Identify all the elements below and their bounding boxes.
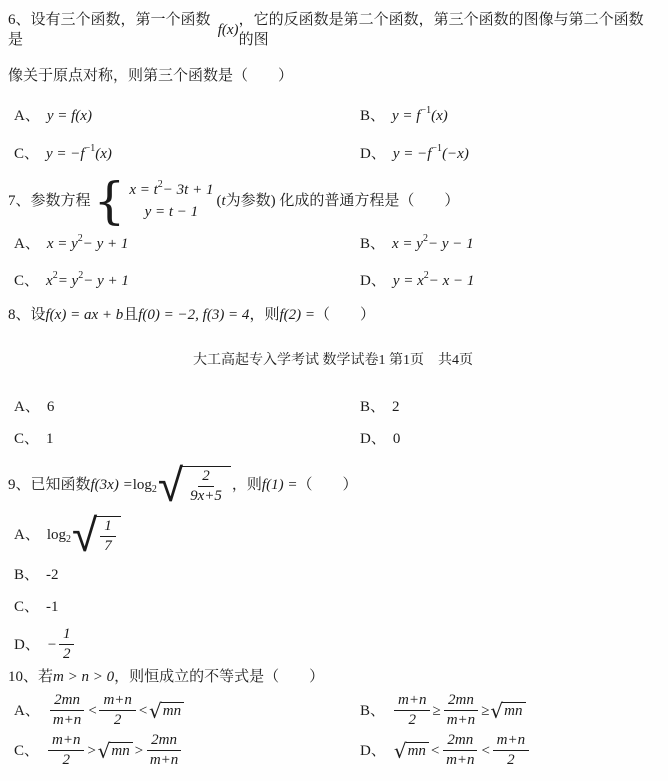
- math-run: <: [137, 702, 149, 719]
- math-sqrt: [72, 508, 121, 562]
- option-7c: [14, 271, 360, 291]
- option-label: D、: [14, 636, 40, 653]
- radicand: [161, 702, 184, 720]
- option-value: 1: [46, 431, 54, 447]
- option-6a: [14, 106, 360, 126]
- text-run: log: [132, 477, 152, 493]
- question-6-stem-line-2: 像关于原点对称，则第三个函数是（ ）: [8, 68, 294, 84]
- text-run: (: [216, 193, 222, 209]
- text-run: 且: [123, 307, 139, 323]
- text-run: 10、若: [8, 669, 54, 685]
- text-run: ，则: [231, 477, 262, 493]
- math-sub: 2: [66, 534, 72, 545]
- math-run: f(x) = ax + b: [45, 307, 124, 323]
- option-formula: [46, 508, 122, 562]
- math-run: f(0) = −2, f(3) = 4: [138, 307, 250, 323]
- math-run: y = f: [392, 108, 421, 124]
- math-run: <: [480, 742, 491, 759]
- math-sup: 2: [422, 233, 428, 244]
- option-value: 0: [392, 431, 401, 447]
- fraction-denominator: 2: [408, 712, 416, 728]
- option-label: D、: [360, 146, 386, 162]
- question-6-options-row-1: [14, 106, 658, 126]
- math-run: mn: [111, 742, 130, 759]
- fraction-numerator: m+n: [48, 732, 84, 751]
- fraction-numerator: m+n: [394, 692, 430, 711]
- fraction-numerator: 1: [100, 518, 116, 537]
- option-formula: [47, 626, 77, 663]
- math-run: − 3t + 1: [162, 182, 214, 198]
- option-label: B、: [14, 567, 40, 583]
- math-sqrt: [157, 458, 231, 512]
- option-label: C、: [14, 146, 40, 162]
- text-run: 6、设有三个函数，第一个函数是: [8, 12, 211, 48]
- option-label: A、: [14, 399, 40, 415]
- option-label: D、: [360, 431, 386, 447]
- text-run: 9、已知函数: [8, 477, 91, 493]
- option-formula: [47, 234, 129, 254]
- math-sup: 2: [78, 270, 84, 281]
- option-label: D、: [360, 273, 386, 289]
- question-10: [8, 667, 658, 769]
- page-footer: 大工高起专入学考试 数学试卷1 第1页 共4页: [193, 353, 473, 368]
- radicand: [406, 742, 429, 760]
- math-sqrt: [149, 698, 184, 723]
- math-sqrt: [393, 738, 429, 763]
- fraction-numerator: 1: [59, 626, 75, 645]
- cases-line-1: [129, 179, 213, 201]
- math-run: ≥: [481, 702, 490, 719]
- question-6-stem-line-1: [8, 10, 658, 50]
- radicand: [96, 516, 121, 555]
- math-run: x = y: [392, 236, 423, 252]
- math-run: y = t − 1: [144, 204, 199, 220]
- option-10d: [360, 732, 658, 769]
- radical-sign-icon: √: [393, 738, 407, 763]
- math-sup: 2: [77, 233, 83, 244]
- math-run: x = y: [46, 236, 78, 252]
- text-run: ，则: [249, 307, 280, 323]
- math-run: y = −f: [46, 146, 85, 162]
- fraction-numerator: m+n: [493, 732, 529, 751]
- fraction-denominator: m+n: [446, 752, 475, 768]
- option-7d: [360, 271, 658, 291]
- option-label: A、: [14, 236, 40, 252]
- math-fraction: [186, 468, 226, 505]
- fraction-numerator: 2: [198, 468, 214, 487]
- option-8a: [14, 397, 360, 417]
- math-sqrt: [490, 698, 525, 723]
- math-sup: −1: [431, 143, 443, 154]
- option-formula: [46, 271, 129, 291]
- text-run: 7、参数方程: [8, 193, 91, 209]
- option-7b: [360, 234, 658, 254]
- math-run: m > n > 0: [53, 669, 115, 685]
- question-10-options-row-1: [14, 692, 658, 729]
- math-run: = y: [57, 273, 79, 289]
- cases-line-2: [145, 201, 199, 223]
- option-label: B、: [360, 399, 386, 415]
- radical-sign-icon: √: [72, 508, 98, 562]
- math-run: y = x: [392, 273, 424, 289]
- text-run: 8、设: [8, 307, 46, 323]
- question-7-options-row-1: [14, 234, 658, 254]
- option-formula: [46, 144, 112, 164]
- option-9d: [14, 626, 658, 663]
- text-run: log: [46, 527, 67, 543]
- math-run: >: [86, 742, 97, 759]
- math-run: (x): [431, 108, 448, 124]
- radical-sign-icon: √: [490, 698, 504, 723]
- math-fraction: [146, 732, 182, 769]
- math-fraction: [99, 692, 135, 729]
- math-run: x: [46, 273, 53, 289]
- radical-sign-icon: √: [149, 698, 162, 723]
- math-sup: 2: [423, 270, 429, 281]
- option-formula: [393, 271, 475, 291]
- question-8-options-row-2: [14, 429, 658, 449]
- radicand: [502, 702, 525, 720]
- radical-sign-icon: √: [97, 738, 111, 763]
- option-label: C、: [14, 273, 40, 289]
- math-fraction: [48, 732, 84, 769]
- math-run: − y + 1: [82, 236, 129, 252]
- option-formula: [392, 106, 448, 126]
- question-7: [8, 172, 658, 291]
- option-6d: [360, 144, 658, 164]
- math-run: f(x): [217, 22, 239, 38]
- left-brace-icon: {: [93, 172, 126, 230]
- option-label: C、: [14, 742, 40, 759]
- math-run: mn: [407, 742, 426, 759]
- question-7-stem: [8, 172, 658, 230]
- math-run: −: [46, 636, 57, 653]
- fraction-denominator: 2: [62, 646, 71, 662]
- math-fraction: [442, 732, 478, 769]
- option-formula: [392, 692, 527, 729]
- math-run: mn: [162, 702, 182, 719]
- cases-lines: [129, 179, 213, 223]
- option-formula: [46, 732, 184, 769]
- option-label: D、: [360, 742, 386, 759]
- option-label: B、: [360, 236, 386, 252]
- option-8d: [360, 429, 658, 449]
- radicand: [109, 742, 132, 760]
- math-run: − y − 1: [427, 236, 474, 252]
- math-run: − x − 1: [428, 273, 475, 289]
- text-run: 为参数) 化成的普通方程是（ ）: [225, 193, 460, 209]
- fraction-denominator: 9x+5: [190, 487, 222, 504]
- option-label: C、: [14, 599, 40, 615]
- math-run: f(1) =: [261, 477, 298, 493]
- option-label: B、: [360, 702, 386, 719]
- option-value: 6: [46, 399, 55, 415]
- question-9: [8, 458, 658, 663]
- math-fraction: [49, 692, 85, 729]
- option-9b: [14, 565, 658, 585]
- math-sub: 2: [151, 484, 157, 495]
- option-9a: [14, 508, 658, 562]
- question-7-options-row-2: [14, 271, 658, 291]
- math-run: y = −f: [392, 146, 432, 162]
- math-run: − y + 1: [83, 273, 129, 289]
- math-run: <: [429, 742, 441, 759]
- math-run: f(3x) =: [90, 477, 133, 493]
- fraction-denominator: m+n: [446, 712, 476, 728]
- fraction-denominator: 2: [62, 752, 70, 768]
- text-run: （ ）: [297, 477, 358, 493]
- fraction-numerator: m+n: [99, 692, 135, 711]
- math-sup: 2: [52, 270, 58, 281]
- fraction-denominator: m+n: [149, 752, 179, 768]
- math-run: ≥: [432, 702, 441, 719]
- option-label: B、: [360, 108, 386, 124]
- math-run: (x): [95, 146, 112, 162]
- math-sqrt: [97, 738, 133, 763]
- radicand: [182, 466, 231, 505]
- math-sup: −1: [420, 105, 432, 116]
- option-value: -1: [46, 599, 59, 615]
- math-fraction: [493, 732, 529, 769]
- text-run: ，则恒成立的不等式是（ ）: [114, 669, 325, 685]
- option-value: 2: [392, 399, 400, 415]
- math-fraction: [394, 692, 430, 729]
- text-run: （ ）: [314, 307, 375, 323]
- fraction-numerator: 2mn: [50, 692, 84, 711]
- option-10a: [14, 692, 360, 729]
- option-value: -2: [46, 567, 59, 583]
- text-run: ，它的反函数是第二个函数，第三个函数的图像与第二个函数的图: [238, 12, 644, 48]
- option-10c: [14, 732, 360, 769]
- option-label: A、: [14, 527, 40, 543]
- option-9c: [14, 597, 658, 617]
- question-8-stem: [8, 305, 658, 325]
- math-run: y = f(x): [46, 108, 92, 124]
- question-10-stem: [8, 667, 658, 687]
- math-fraction: [59, 626, 75, 663]
- option-label: C、: [14, 431, 40, 447]
- option-10b: [360, 692, 658, 729]
- question-8-options-row-1: [14, 397, 658, 417]
- question-8-options: [8, 397, 658, 449]
- fraction-denominator: m+n: [52, 712, 82, 728]
- question-10-options-row-2: [14, 732, 658, 769]
- fraction-numerator: 2mn: [444, 692, 478, 711]
- option-formula: [392, 234, 474, 254]
- math-run: mn: [504, 702, 523, 719]
- math-run: f(2) =: [279, 307, 315, 323]
- math-sup: −1: [84, 143, 96, 154]
- cases-group: [93, 172, 214, 230]
- fraction-denominator: 2: [507, 752, 515, 768]
- fraction-numerator: 2mn: [147, 732, 181, 751]
- option-7a: [14, 234, 360, 254]
- math-sup: 2: [157, 179, 163, 190]
- math-run: (−x): [442, 146, 469, 162]
- math-run: <: [87, 702, 98, 719]
- math-fraction: [443, 692, 479, 729]
- option-formula: [47, 106, 92, 126]
- question-6-options-row-2: [14, 144, 658, 164]
- exam-page: [8, 10, 658, 781]
- option-8c: [14, 429, 360, 449]
- option-formula: [393, 144, 469, 164]
- math-fraction: [100, 518, 116, 555]
- math-run: t: [221, 193, 226, 209]
- option-label: A、: [14, 702, 40, 719]
- question-6: [8, 10, 658, 164]
- option-formula: [393, 732, 531, 769]
- fraction-numerator: 2mn: [443, 732, 477, 751]
- option-6b: [360, 106, 658, 126]
- option-formula: [47, 692, 185, 729]
- radical-sign-icon: √: [157, 458, 184, 512]
- math-run: >: [133, 742, 144, 759]
- option-8b: [360, 397, 658, 417]
- fraction-denominator: 7: [104, 537, 112, 554]
- option-label: A、: [14, 108, 40, 124]
- fraction-denominator: 2: [113, 712, 122, 728]
- question-9-stem: [8, 458, 658, 512]
- option-6c: [14, 144, 360, 164]
- math-run: x = t: [129, 182, 158, 198]
